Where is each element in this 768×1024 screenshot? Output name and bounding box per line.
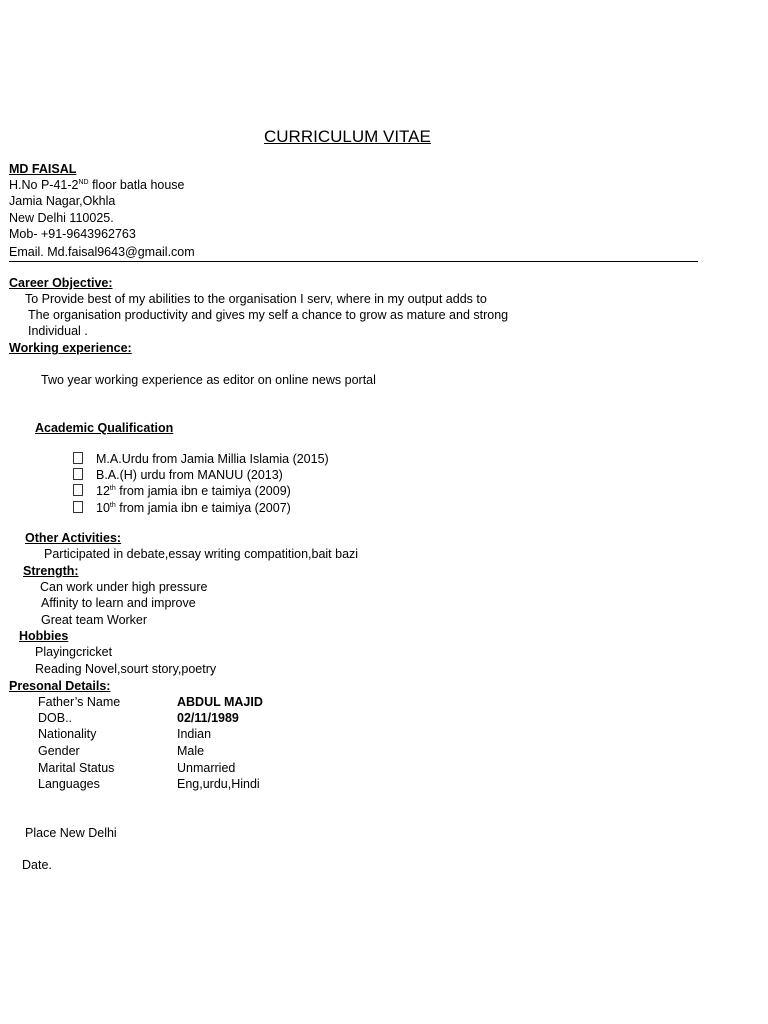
career-objective-line-1: To Provide best of my abilities to the organisation I serv, where in my output adds to <box>25 292 487 306</box>
detail-label: Gender <box>38 744 80 758</box>
header-divider <box>9 261 698 262</box>
list-bullet <box>73 483 83 499</box>
working-experience-text: Two year working experience as editor on online news portal <box>41 373 376 387</box>
address-line-1 <box>9 177 185 193</box>
strength-heading: Strength: <box>23 564 79 578</box>
email-address: Email. Md.faisal9643@gmail.com <box>9 245 195 259</box>
detail-label: Languages <box>38 777 100 791</box>
other-activities-heading: Other Activities: <box>25 531 122 545</box>
career-objective-line-3: Individual . <box>28 324 88 338</box>
address-suffix: floor batla house <box>88 178 185 192</box>
academic-item: B.A.(H) urdu from MANUU (2013) <box>96 468 283 482</box>
address-prefix: H.No P-41-2 <box>9 178 79 192</box>
date-line: Date. <box>22 858 52 872</box>
detail-value: Indian <box>177 727 212 741</box>
career-objective-heading: Career Objective: <box>9 276 113 290</box>
academic-item: M.A.Urdu from Jamia Millia Islamia (2015) <box>96 452 329 466</box>
list-bullet <box>73 500 83 516</box>
strength-item: Can work under high pressure <box>40 580 208 594</box>
personal-details-heading: Presonal Details: <box>9 679 111 693</box>
hobby-item: Reading Novel,sourt story,poetry <box>35 662 217 676</box>
detail-label: Father’s Name <box>38 695 121 709</box>
detail-label: Nationality <box>38 727 97 741</box>
detail-value: 02/11/1989 <box>177 711 239 725</box>
other-activities-text: Participated in debate,essay writing compatition,bait bazi <box>44 547 359 561</box>
address-line-2: Jamia Nagar,Okhla <box>9 194 116 208</box>
hobbies-heading: Hobbies <box>19 629 69 643</box>
detail-label: Marital Status <box>38 761 115 775</box>
place-line: Place New Delhi <box>25 826 117 840</box>
strength-item: Affinity to learn and improve <box>41 596 196 610</box>
detail-value: ABDUL MAJID <box>177 695 263 709</box>
address-line-3: New Delhi 110025. <box>9 211 114 225</box>
academic-item: 10th from jamia ibn e taimiya (2007) <box>96 501 291 515</box>
detail-value: Eng,urdu,Hindi <box>177 777 260 791</box>
page-title: CURRICULUM VITAE <box>264 127 431 146</box>
list-bullet <box>73 467 83 483</box>
applicant-name: MD FAISAL <box>9 162 77 176</box>
career-objective-line-2: The organisation productivity and gives my self a chance to grow as mature and strong <box>28 308 509 322</box>
strength-item: Great team Worker <box>41 613 148 627</box>
mobile-number: Mob- +91-9643962763 <box>9 227 136 241</box>
academic-qualification-heading: Academic Qualification <box>35 421 174 435</box>
hobby-item: Playingcricket <box>35 645 113 659</box>
detail-value: Male <box>177 744 205 758</box>
academic-item: 12th from jamia ibn e taimiya (2009) <box>96 484 291 498</box>
working-experience-heading: Working experience: <box>9 341 132 355</box>
address-superscript: ND <box>78 179 89 186</box>
detail-value: Unmarried <box>177 761 236 775</box>
detail-label: DOB.. <box>38 711 73 725</box>
list-bullet <box>73 451 83 467</box>
